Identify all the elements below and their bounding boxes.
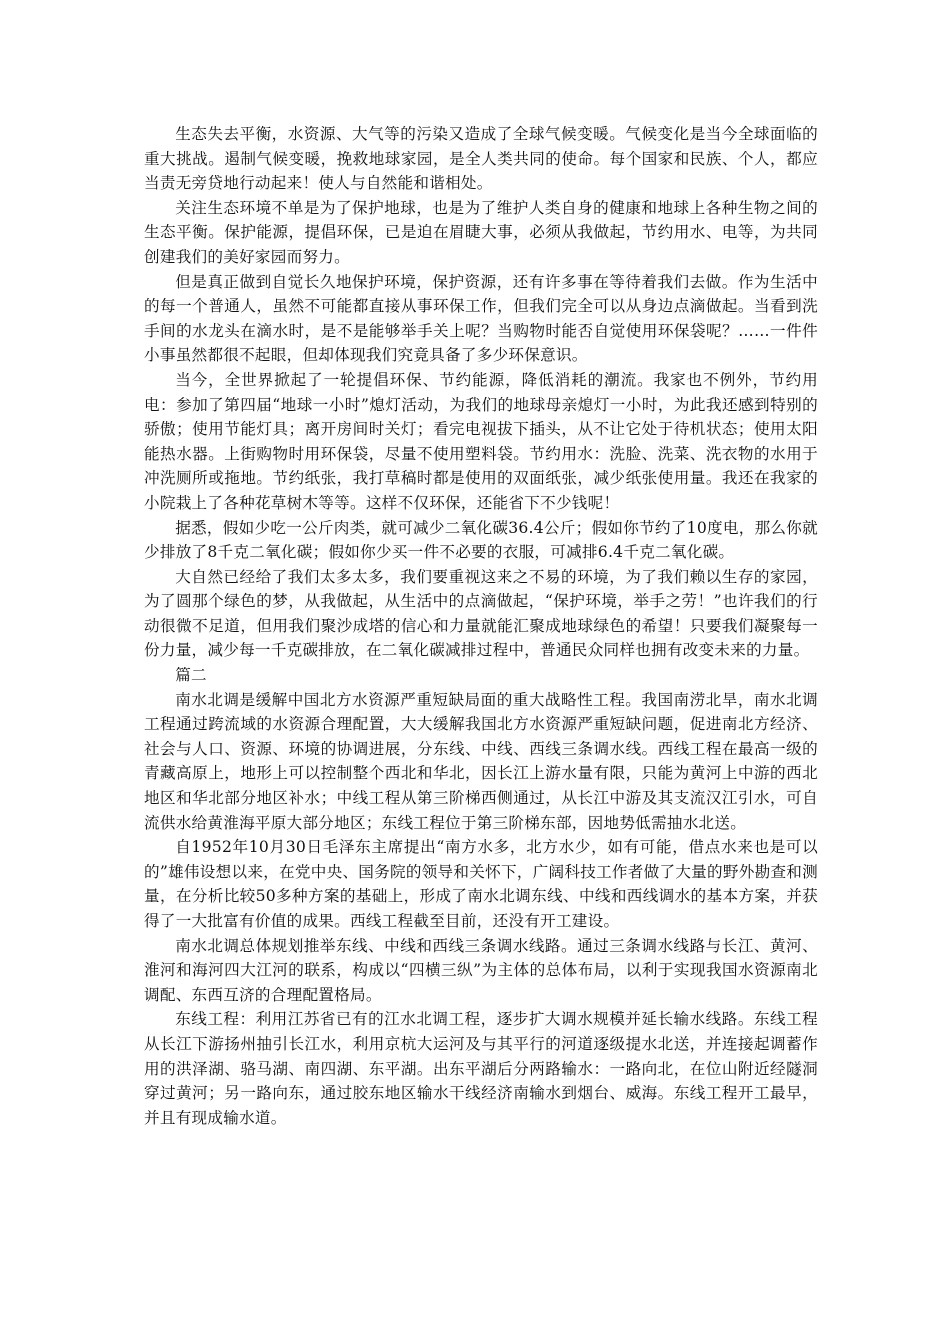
paragraph: 南水北调总体规划推举东线、中线和西线三条调水线路。通过三条调水线路与长江、黄河、淮河和海河四大江河的联系，构成以“四横三纵”为主体的总体布局，以利于实现我国水资源南北调配、东西互济的合理配置格局。 <box>144 936 818 1004</box>
paragraph: 生态失去平衡，水资源、大气等的污染又造成了全球气候变暖。气候变化是当今全球面临的重大挑战。遏制气候变暖，挽救地球家园，是全人类共同的使命。每个国家和民族、个人，都应当责无旁贷地行动起来！使人与自然能和谐相处。 <box>144 125 818 193</box>
section-heading: 篇二 <box>175 666 207 685</box>
paragraph: 但是真正做到自觉长久地保护环境，保护资源，还有许多事在等待着我们去做。作为生活中的每一个普通人，虽然不可能都直接从事环保工作，但我们完全可以从身边点滴做起。当看到洗手间的水龙头在滴水时，是不是能够举手关上呢？当购物时能否自觉使用环保袋呢？……一件件小事虽然都很不起眼，但却体现我们究竟具备了多少环保意识。 <box>144 272 818 365</box>
paragraph: 南水北调是缓解中国北方水资源严重短缺局面的重大战略性工程。我国南涝北旱，南水北调工程通过跨流域的水资源合理配置，大大缓解我国北方水资源严重短缺问题，促进南北方经济、社会与人口、资源、环境的协调进展，分东线、中线、西线三条调水线。西线工程在最高一级的青藏高原上，地形上可以控制整个西北和华北，因长江上游水量有限，只能为黄河上中游的西北地区和华北部分地区补水；中线工程从第三阶梯西侧通过，从长江中游及其支流汉江引水，可自流供水给黄淮海平原大部分地区；东线工程位于第三阶梯东部，因地势低需抽水北送。 <box>144 690 818 832</box>
paragraph: 当今，全世界掀起了一轮提倡环保、节约能源，降低消耗的潮流。我家也不例外，节约用电：参加了第四届“地球一小时”熄灯活动，为我们的地球母亲熄灯一小时，为此我还感到特别的骄傲；使用节能灯具；离开房间时关灯；看完电视拔下插头，从不让它处于待机状态；使用太阳能热水器。上街购物时用环保袋，尽量不使用塑料袋。节约用水：洗脸、洗菜、洗衣物的水用于冲洗厕所或拖地。节约纸张，我打草稿时都是使用的双面纸张，减少纸张使用量。我还在我家的小院栽上了各种花草树木等等。这样不仅环保，还能省下不少钱呢！ <box>144 370 818 512</box>
document-body <box>144 122 818 1130</box>
paragraph: 大自然已经给了我们太多太多，我们要重视这来之不易的环境，为了我们赖以生存的家园，为了圆那个绿色的梦，从我做起，从生活中的点滴做起，“保护环境，举手之劳！”也许我们的行动很微不足道，但用我们聚沙成塔的信心和力量就能汇聚成地球绿色的希望！只要我们凝聚每一份力量，减少每一千克碳排放，在二氧化碳减排过程中，普通民众同样也拥有改变未来的力量。 <box>144 567 818 660</box>
paragraph: 东线工程：利用江苏省已有的江水北调工程，逐步扩大调水规模并延长输水线路。东线工程从长江下游扬州抽引长江水，利用京杭大运河及与其平行的河道逐级提水北送，并连接起调蓄作用的洪泽湖、骆马湖、南四湖、东平湖。出东平湖后分两路输水：一路向北，在位山附近经隧洞穿过黄河；另一路向东，通过胶东地区输水干线经济南输水到烟台、威海。东线工程开工最早，并且有现成输水道。 <box>144 1010 818 1127</box>
paragraph: 自1952年10月30日毛泽东主席提出“南方水多，北方水少，如有可能，借点水来也是可以的”雄伟设想以来，在党中央、国务院的领导和关怀下，广阔科技工作者做了大量的野外勘查和测量，在分析比较50多种方案的基础上，形成了南水北调东线、中线和西线调水的基本方案，并获得了一大批富有价值的成果。西线工程截至目前，还没有开工建设。 <box>144 838 818 930</box>
paragraph: 据悉，假如少吃一公斤肉类，就可减少二氧化碳36.4公斤；假如你节约了10度电，那么你就少排放了8千克二氧化碳；假如你少买一件不必要的衣服，可减排6.4千克二氧化碳。 <box>144 518 818 562</box>
paragraph: 关注生态环境不单是为了保护地球，也是为了维护人类自身的健康和地球上各种生物之间的生态平衡。保护能源，提倡环保，已是迫在眉睫大事，必须从我做起，节约用水、电等，为共同创建我们的美好家园而努力。 <box>144 198 818 266</box>
